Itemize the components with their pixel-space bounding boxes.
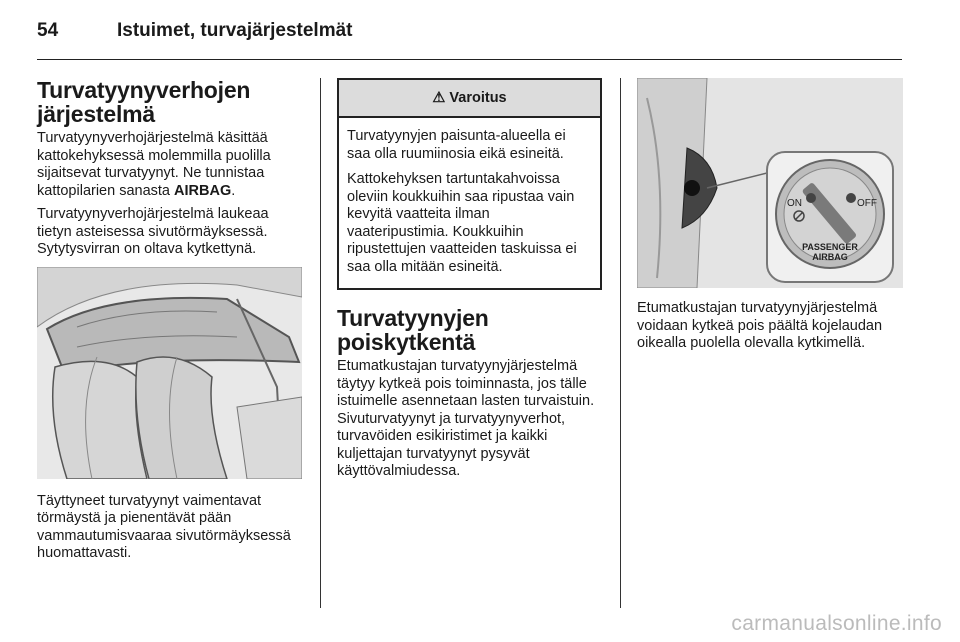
page-number: 54 (37, 20, 59, 41)
paragraph: Turvatyynyverhojärjestelmä käsittää kattokehyksessä molemmilla puolilla sijaitsevat turvatyynyt. Ne tunnistaa kattopilarien sanasta AIRBAG. (37, 130, 271, 199)
airbag-term: AIRBAG (174, 182, 232, 199)
column-divider (320, 78, 321, 608)
paragraph: Turvatyynyverhojärjestelmä laukeaa tietyn asteisessa sivutörmäyksessä. Sytytysvirran on oltava kytkettynä. (37, 206, 269, 257)
column-divider (620, 78, 621, 608)
warning-title: Varoitus (449, 90, 507, 106)
paragraph: Etumatkustajan turvatyynyjärjestelmä täytyy kytkeä pois toiminnasta, jos tälle istuimelle asennetaan lasten turvaistuin. Sivuturvatyynyt ja turvatyynyverhot, turvavöiden esikiristimet ja kaikki kuljettajan turvatyynyt pysyvät käyttövalmiudessa. (337, 358, 595, 479)
section-title: Istuimet, turvajärjestelmät (117, 20, 353, 41)
airbag-switch-illustration (637, 78, 903, 288)
header-rule (37, 59, 902, 60)
switch-passenger-label: PASSENGER (802, 242, 858, 252)
column-2 (337, 78, 602, 487)
watermark: carmanualsonline.info (731, 612, 942, 635)
switch-airbag-label: AIRBAG (812, 252, 848, 262)
switch-on-label: ON (787, 198, 802, 209)
switch-off-label: OFF (857, 198, 877, 209)
page-header (37, 20, 907, 50)
warning-text: Turvatyynyjen paisunta-alueella ei saa olla ruumiinosia eikä esineitä. (347, 128, 566, 162)
heading-curtain-airbags: Turvatyynyverhojen järjestelmä (37, 77, 251, 127)
heading-airbag-deactivation: Turvatyynyjen poiskytkentä (337, 305, 489, 355)
warning-box (337, 78, 602, 290)
figure-caption: Täyttyneet turvatyynyt vaimentavat törmäystä ja pienentävät pään vammautumisvaaraa sivutörmäyksessä huomattavasti. (37, 492, 291, 561)
warning-icon: ⚠ (432, 90, 446, 106)
column-1 (37, 78, 302, 563)
warning-text: Kattokehyksen tartuntakahvoissa oleviin koukkuihin saa ripustaa vain kevyitä vaatteita ilman vaateripustimia. Koukkuihin ripustettujen vaatteiden taskuissa ei saa olla mitään esineitä. (347, 171, 577, 275)
paragraph: Etumatkustajan turvatyynyjärjestelmä voidaan kytkeä pois päältä kojelaudan oikealla puolella olevalla kytkimellä. (637, 300, 883, 351)
column-3 (637, 78, 903, 359)
warning-header (339, 80, 600, 118)
curtain-airbag-illustration (37, 267, 302, 479)
